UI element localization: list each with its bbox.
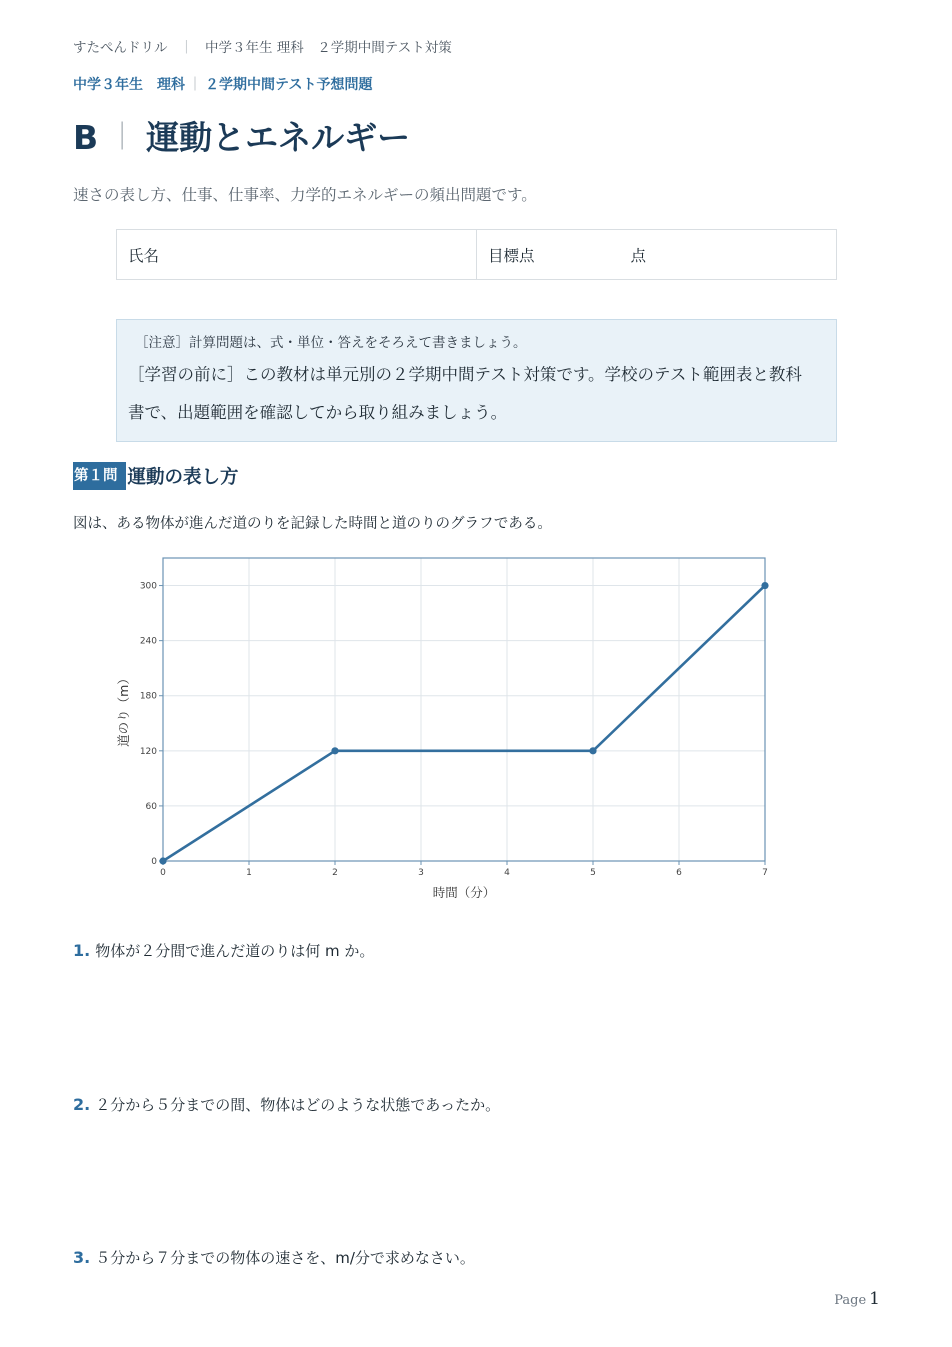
name-score-table [116,229,837,280]
y-tick-label: 300 [139,581,157,592]
caution-text: ［注意］計算問題は、式・単位・答えをそろえて書きましょう。 [135,335,527,351]
x-tick-label: 2 [332,868,338,878]
x-tick-label: 1 [246,868,252,878]
kicker-separator: ｜ [188,77,202,93]
page-title [73,112,410,159]
y-axis-label: 道のり（m） [116,672,131,747]
y-tick-label: 240 [139,636,157,647]
chart-grid [163,558,765,861]
target-score-field[interactable] [477,230,836,279]
title-text: 運動とエネルギー [146,118,411,157]
brand-name: すたぺんドリル [73,40,168,56]
title-separator: ｜ [108,120,137,153]
chart-axes [140,558,768,878]
score-unit: 点 [630,246,647,265]
y-tick-label: 0 [151,857,157,867]
plot-frame [163,558,765,861]
question-number: 2. [73,1095,91,1114]
y-tick-label: 180 [139,691,157,702]
name-field[interactable] [117,230,477,279]
page-number [834,1289,880,1309]
course-name: 中学３年生 理科 ２学期中間テスト対策 [205,40,452,56]
x-tick-label: 4 [504,868,510,878]
section-badge: 第１問 [73,462,126,490]
question-text: ２分から５分までの間、物体はどのような状態であったか。 [95,1096,501,1114]
chart-series [159,582,768,865]
running-header [73,36,452,56]
x-axis-label: 時間（分） [432,885,496,900]
score-label: 目標点 [488,246,535,265]
kicker-exam: ２学期中間テスト予想問題 [205,77,373,93]
data-point [159,857,166,864]
kicker-grade: 中学３年生 理科 [73,77,185,93]
question-3 [73,1247,475,1268]
x-tick-label: 7 [762,868,768,878]
question-2 [73,1094,500,1115]
question-text: 物体が２分間で進んだ道のりは何 m か。 [95,942,375,960]
name-label: 氏名 [128,246,160,265]
data-point [331,747,338,754]
x-tick-label: 6 [676,868,682,878]
page-subtitle: 速さの表し方、仕事、仕事率、力学的エネルギーの頻出問題です。 [73,186,537,204]
x-tick-label: 0 [160,868,166,878]
before-study-line-1: ［学習の前に］この教材は単元別の２学期中間テスト対策です。学校のテスト範囲表と教科 [128,365,802,384]
x-tick-label: 5 [590,868,596,878]
data-point [761,582,768,589]
section-intro: 図は、ある物体が進んだ道のりを記録した時間と道のりのグラフである。 [73,516,552,532]
header-separator: ｜ [179,40,193,56]
distance-time-chart [100,550,800,910]
series-line [163,586,765,861]
section-title: 運動の表し方 [127,467,239,488]
data-point [589,747,596,754]
x-tick-label: 3 [418,868,424,878]
question-number: 1. [73,941,91,960]
title-letter: B [73,118,99,157]
page-label: Page [834,1293,867,1308]
before-study-line-2: 書で、出題範囲を確認してから取り組みましょう。 [128,403,508,422]
y-tick-label: 120 [139,746,157,757]
question-1 [73,940,374,961]
question-text: ５分から７分までの物体の速さを、m/分で求めなさい。 [95,1249,475,1267]
notice-box [116,319,837,442]
page-number-value: 1 [869,1289,880,1309]
question-number: 3. [73,1248,91,1267]
y-tick-label: 60 [145,801,157,812]
before-study-text [128,356,824,432]
kicker [73,74,372,94]
section-heading [73,462,239,490]
